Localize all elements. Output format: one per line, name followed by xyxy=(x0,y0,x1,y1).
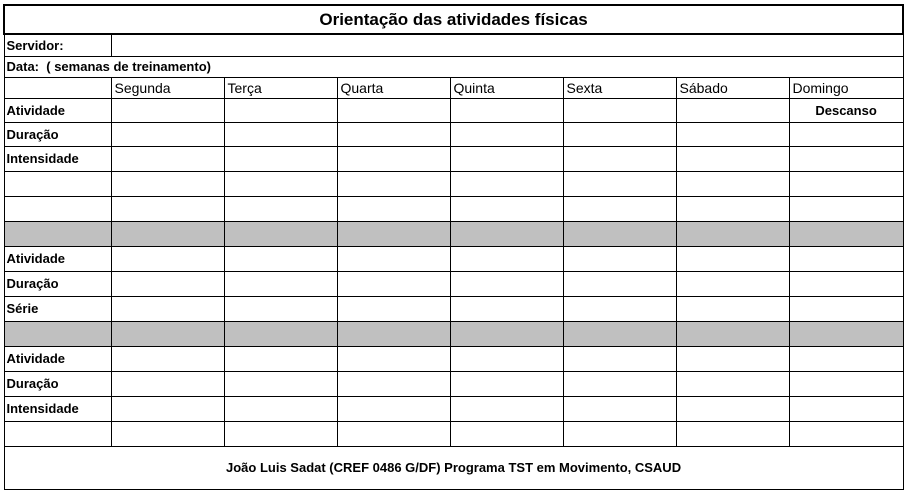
table-row xyxy=(4,296,903,321)
cell[interactable] xyxy=(450,346,563,371)
day-header-domingo: Domingo xyxy=(789,77,903,98)
row-label-serie: Série xyxy=(4,296,111,321)
cell[interactable] xyxy=(789,171,903,196)
separator-cell xyxy=(563,321,676,346)
cell[interactable] xyxy=(676,196,789,221)
day-header-segunda: Segunda xyxy=(111,77,224,98)
cell[interactable] xyxy=(789,346,903,371)
separator-cell xyxy=(4,221,111,246)
separator-cell xyxy=(337,221,450,246)
cell[interactable] xyxy=(563,371,676,396)
cell[interactable] xyxy=(224,98,337,122)
separator-cell xyxy=(563,221,676,246)
cell[interactable] xyxy=(676,371,789,396)
table-row xyxy=(4,196,903,221)
cell[interactable] xyxy=(450,146,563,171)
day-header-sabado: Sábado xyxy=(676,77,789,98)
separator-cell xyxy=(111,221,224,246)
footer-credit: João Luis Sadat (CREF 0486 G/DF) Programa TST em Movimento, CSAUD xyxy=(4,446,903,489)
cell[interactable] xyxy=(450,396,563,421)
day-header-terca: Terça xyxy=(224,77,337,98)
cell[interactable] xyxy=(111,246,224,271)
cell[interactable] xyxy=(224,396,337,421)
row-label-empty xyxy=(4,421,111,446)
cell[interactable] xyxy=(337,396,450,421)
row-label-empty xyxy=(4,196,111,221)
cell[interactable] xyxy=(337,246,450,271)
cell[interactable] xyxy=(111,346,224,371)
cell[interactable] xyxy=(789,246,903,271)
separator-cell xyxy=(676,321,789,346)
row-label-atividade: Atividade xyxy=(4,246,111,271)
cell[interactable] xyxy=(789,122,903,146)
separator-cell xyxy=(789,221,903,246)
separator-cell xyxy=(450,221,563,246)
separator-cell xyxy=(789,321,903,346)
row-label-intensidade: Intensidade xyxy=(4,396,111,421)
cell[interactable] xyxy=(224,196,337,221)
cell[interactable] xyxy=(337,122,450,146)
cell[interactable] xyxy=(676,171,789,196)
day-header-sexta: Sexta xyxy=(563,77,676,98)
data-label: Data: xyxy=(6,59,40,74)
days-header-row xyxy=(4,77,903,98)
cell[interactable] xyxy=(789,421,903,446)
sunday-rest-note[interactable]: Descanso xyxy=(789,98,903,122)
cell[interactable] xyxy=(563,196,676,221)
cell[interactable] xyxy=(111,171,224,196)
table-row xyxy=(4,271,903,296)
cell[interactable] xyxy=(337,171,450,196)
cell[interactable] xyxy=(789,146,903,171)
cell[interactable] xyxy=(676,271,789,296)
corner-cell xyxy=(4,77,111,98)
cell[interactable] xyxy=(563,396,676,421)
cell[interactable] xyxy=(450,296,563,321)
table-row xyxy=(4,122,903,146)
cell[interactable] xyxy=(111,98,224,122)
cell[interactable] xyxy=(111,146,224,171)
cell[interactable] xyxy=(224,122,337,146)
row-label-duracao: Duração xyxy=(4,371,111,396)
servidor-field[interactable] xyxy=(111,34,903,56)
cell[interactable] xyxy=(789,396,903,421)
row-label-atividade: Atividade xyxy=(4,98,111,122)
cell[interactable] xyxy=(224,171,337,196)
cell[interactable] xyxy=(337,196,450,221)
cell[interactable] xyxy=(563,296,676,321)
cell[interactable] xyxy=(676,396,789,421)
cell[interactable] xyxy=(676,122,789,146)
cell[interactable] xyxy=(676,246,789,271)
cell[interactable] xyxy=(337,421,450,446)
cell[interactable] xyxy=(224,346,337,371)
cell[interactable] xyxy=(337,346,450,371)
cell[interactable] xyxy=(789,296,903,321)
separator-cell xyxy=(337,321,450,346)
row-label-intensidade: Intensidade xyxy=(4,146,111,171)
separator-row xyxy=(4,221,903,246)
cell[interactable] xyxy=(450,98,563,122)
day-header-quinta: Quinta xyxy=(450,77,563,98)
table-row xyxy=(4,146,903,171)
cell[interactable] xyxy=(337,371,450,396)
cell[interactable] xyxy=(676,421,789,446)
data-row[interactable] xyxy=(4,56,903,77)
row-label-atividade: Atividade xyxy=(4,346,111,371)
cell[interactable] xyxy=(224,146,337,171)
cell[interactable] xyxy=(111,271,224,296)
cell[interactable] xyxy=(789,371,903,396)
weeks-text: ( semanas de treinamento) xyxy=(46,59,211,74)
separator-row xyxy=(4,321,903,346)
cell[interactable] xyxy=(563,98,676,122)
cell[interactable] xyxy=(111,396,224,421)
table-row xyxy=(4,371,903,396)
table-row xyxy=(4,98,903,122)
cell[interactable] xyxy=(676,98,789,122)
cell[interactable] xyxy=(450,196,563,221)
cell[interactable] xyxy=(224,296,337,321)
cell[interactable] xyxy=(450,122,563,146)
separator-cell xyxy=(224,321,337,346)
separator-cell xyxy=(4,321,111,346)
cell[interactable] xyxy=(450,371,563,396)
row-label-duracao: Duração xyxy=(4,271,111,296)
cell[interactable] xyxy=(224,371,337,396)
separator-cell xyxy=(224,221,337,246)
cell[interactable] xyxy=(111,371,224,396)
cell[interactable] xyxy=(111,296,224,321)
table-row xyxy=(4,346,903,371)
cell[interactable] xyxy=(111,421,224,446)
row-label-duracao: Duração xyxy=(4,122,111,146)
separator-cell xyxy=(676,221,789,246)
table-row xyxy=(4,421,903,446)
cell[interactable] xyxy=(337,98,450,122)
cell[interactable] xyxy=(111,122,224,146)
table-row xyxy=(4,396,903,421)
cell[interactable] xyxy=(111,196,224,221)
servidor-label: Servidor: xyxy=(4,34,111,56)
cell[interactable] xyxy=(676,346,789,371)
cell[interactable] xyxy=(563,122,676,146)
cell[interactable] xyxy=(563,421,676,446)
separator-cell xyxy=(450,321,563,346)
cell[interactable] xyxy=(563,346,676,371)
cell[interactable] xyxy=(450,246,563,271)
cell[interactable] xyxy=(337,296,450,321)
cell[interactable] xyxy=(450,421,563,446)
table-row xyxy=(4,246,903,271)
cell[interactable] xyxy=(563,246,676,271)
cell[interactable] xyxy=(563,171,676,196)
cell[interactable] xyxy=(563,146,676,171)
row-label-empty xyxy=(4,171,111,196)
cell[interactable] xyxy=(224,421,337,446)
cell[interactable] xyxy=(676,296,789,321)
cell[interactable] xyxy=(563,271,676,296)
table-row xyxy=(4,171,903,196)
cell[interactable] xyxy=(337,146,450,171)
cell[interactable] xyxy=(337,271,450,296)
cell[interactable] xyxy=(450,171,563,196)
activity-plan-table xyxy=(3,4,904,490)
page-title: Orientação das atividades físicas xyxy=(4,5,903,34)
cell[interactable] xyxy=(224,271,337,296)
cell[interactable] xyxy=(789,271,903,296)
cell[interactable] xyxy=(676,146,789,171)
day-header-quarta: Quarta xyxy=(337,77,450,98)
cell[interactable] xyxy=(224,246,337,271)
cell[interactable] xyxy=(789,196,903,221)
cell[interactable] xyxy=(450,271,563,296)
separator-cell xyxy=(111,321,224,346)
